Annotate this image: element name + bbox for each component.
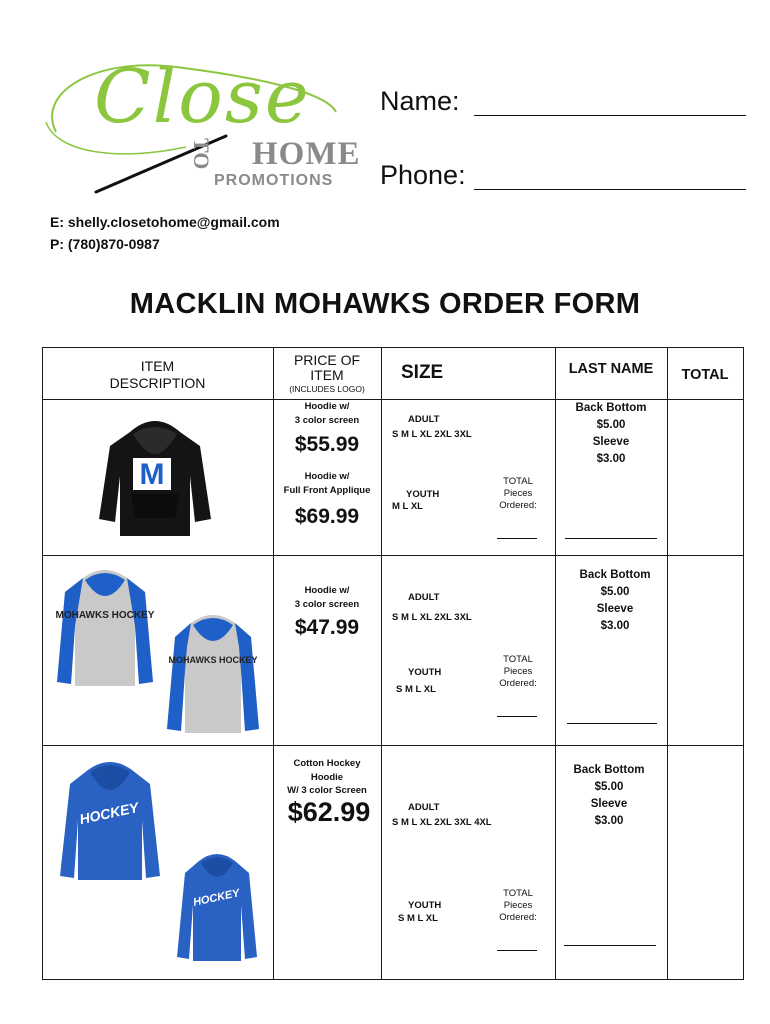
row2-adult-sizes[interactable]: S M L XL 2XL 3XL bbox=[392, 612, 472, 623]
table-rule bbox=[42, 979, 744, 980]
raglan-hoodie-large-image bbox=[55, 566, 155, 690]
row1-price2: $69.99 bbox=[294, 505, 360, 528]
row3-pieces-field[interactable] bbox=[497, 950, 537, 951]
row3-lastname-pricing bbox=[551, 762, 667, 830]
row3-desc-line2: Hoodie bbox=[310, 771, 344, 783]
row3-youth-label: YOUTH bbox=[408, 900, 442, 911]
row2-total-pieces bbox=[490, 654, 546, 690]
raglan-logo-text: MOHAWKS HOCKEY bbox=[55, 610, 155, 621]
row1-total-pieces bbox=[490, 476, 546, 512]
row1-total-cell[interactable] bbox=[668, 400, 743, 555]
row1-desc1-line2: 3 color screen bbox=[294, 415, 360, 426]
black-hoodie-image bbox=[95, 414, 215, 539]
row2-ln-line4: $3.00 bbox=[600, 620, 630, 632]
header-last-name: LAST NAME bbox=[568, 361, 654, 377]
row3-total-line3: Ordered: bbox=[499, 912, 537, 923]
row2-ln-line1: Back Bottom bbox=[579, 569, 651, 581]
row3-price: $62.99 bbox=[287, 797, 371, 827]
header-item-description bbox=[42, 358, 273, 392]
row1-desc2-line1: Hoodie w/ bbox=[304, 471, 350, 482]
row2-ln-line2: $5.00 bbox=[600, 586, 630, 598]
company-logo bbox=[36, 52, 361, 202]
row3-desc bbox=[273, 757, 381, 798]
row2-desc bbox=[273, 584, 381, 612]
row3-ln-line2: $5.00 bbox=[594, 781, 624, 793]
row2-desc-line1: Hoodie w/ bbox=[304, 585, 350, 596]
row1-price1: $55.99 bbox=[294, 433, 360, 456]
row2-total-line2: Pieces bbox=[503, 666, 533, 677]
hockey-logo-text: HOCKEY bbox=[77, 799, 140, 828]
logo-promotions-text: PROMOTIONS bbox=[214, 172, 334, 189]
form-title: MACKLIN MOHAWKS ORDER FORM bbox=[129, 288, 641, 320]
row3-ln-line1: Back Bottom bbox=[573, 764, 645, 776]
row2-price: $47.99 bbox=[294, 616, 360, 639]
row1-lastname-pricing bbox=[555, 400, 667, 468]
row2-total-cell[interactable] bbox=[668, 556, 743, 745]
row1-adult-sizes[interactable]: S M L XL 2XL 3XL bbox=[392, 429, 472, 440]
row1-youth-sizes[interactable]: M L XL bbox=[392, 501, 423, 512]
row3-lastname-field[interactable] bbox=[564, 945, 656, 946]
header-price-note: (INCLUDES LOGO) bbox=[289, 384, 365, 394]
name-label: Name: bbox=[380, 86, 460, 116]
header-price bbox=[273, 353, 381, 396]
logo-home-text: HOME bbox=[252, 136, 361, 172]
row3-total-line2: Pieces bbox=[503, 900, 533, 911]
row2-total-line3: Ordered: bbox=[499, 678, 537, 689]
logo-script-text: Close bbox=[94, 54, 311, 140]
row2-youth-label: YOUTH bbox=[408, 667, 442, 678]
row1-adult-label: ADULT bbox=[408, 414, 440, 425]
row1-total-line1: TOTAL bbox=[503, 476, 533, 487]
row3-adult-label: ADULT bbox=[408, 802, 440, 813]
row2-total-line1: TOTAL bbox=[503, 654, 533, 665]
row3-desc-line1: Cotton Hockey bbox=[293, 758, 361, 769]
cotton-hockey-hoodie-small-image bbox=[175, 851, 259, 963]
header-price-line2: ITEM bbox=[310, 367, 344, 383]
row1-ln-line2: $5.00 bbox=[596, 419, 626, 431]
row1-youth-label: YOUTH bbox=[406, 489, 440, 500]
row1-ln-line1: Back Bottom bbox=[575, 402, 647, 414]
row3-ln-line4: $3.00 bbox=[594, 815, 624, 827]
cotton-hockey-hoodie-large-image bbox=[58, 758, 162, 884]
table-rule bbox=[743, 347, 744, 980]
logo-to-text: TO bbox=[189, 138, 214, 170]
row1-ln-line4: $3.00 bbox=[596, 453, 626, 465]
row3-total-line1: TOTAL bbox=[503, 888, 533, 899]
name-field[interactable] bbox=[474, 115, 746, 116]
row1-lastname-field[interactable] bbox=[565, 538, 657, 539]
table-rule bbox=[381, 347, 382, 980]
table-rule bbox=[42, 347, 744, 348]
row1-desc2 bbox=[273, 470, 381, 498]
table-rule bbox=[42, 745, 744, 746]
row2-ln-line3: Sleeve bbox=[596, 603, 634, 615]
row1-desc2-line2: Full Front Applique bbox=[283, 485, 371, 496]
header-size: SIZE bbox=[401, 362, 444, 383]
phone-label: Phone: bbox=[380, 160, 466, 190]
raglan-hoodie-small-image bbox=[165, 611, 261, 737]
row3-adult-sizes[interactable]: S M L XL 2XL 3XL 4XL bbox=[392, 817, 492, 828]
row1-ln-line3: Sleeve bbox=[592, 436, 630, 448]
header-total: TOTAL bbox=[681, 367, 729, 383]
row1-desc1 bbox=[273, 400, 381, 428]
contact-phone: P: (780)870-0987 bbox=[50, 236, 160, 252]
contact-email: E: shelly.closetohome@gmail.com bbox=[50, 214, 280, 230]
row3-desc-line3: W/ 3 color Screen bbox=[287, 785, 367, 796]
row3-youth-sizes[interactable]: S M L XL bbox=[398, 913, 438, 924]
row2-lastname-field[interactable] bbox=[567, 723, 657, 724]
table-rule bbox=[42, 555, 744, 556]
raglan-small-logo-text: MOHAWKS HOCKEY bbox=[168, 655, 258, 665]
hoodie-logo-text: M bbox=[139, 458, 165, 491]
header-item-line2: DESCRIPTION bbox=[109, 375, 206, 391]
row1-desc1-line1: Hoodie w/ bbox=[304, 401, 350, 412]
table-rule bbox=[42, 347, 43, 980]
hockey-small-logo-text: HOCKEY bbox=[192, 887, 241, 909]
header-price-line1: PRICE OF bbox=[293, 352, 361, 368]
row1-total-line3: Ordered: bbox=[499, 500, 537, 511]
row1-pieces-field[interactable] bbox=[497, 538, 537, 539]
row3-total-cell[interactable] bbox=[668, 746, 743, 979]
row2-desc-line2: 3 color screen bbox=[294, 599, 360, 610]
row2-youth-sizes[interactable]: S M L XL bbox=[396, 684, 436, 695]
row3-ln-line3: Sleeve bbox=[590, 798, 628, 810]
row1-total-line2: Pieces bbox=[503, 488, 533, 499]
row2-adult-label: ADULT bbox=[408, 592, 440, 603]
row3-total-pieces bbox=[490, 888, 546, 924]
row2-lastname-pricing bbox=[555, 567, 675, 635]
row2-pieces-field[interactable] bbox=[497, 716, 537, 717]
phone-field[interactable] bbox=[474, 189, 746, 190]
header-item-line1: ITEM bbox=[140, 358, 175, 374]
